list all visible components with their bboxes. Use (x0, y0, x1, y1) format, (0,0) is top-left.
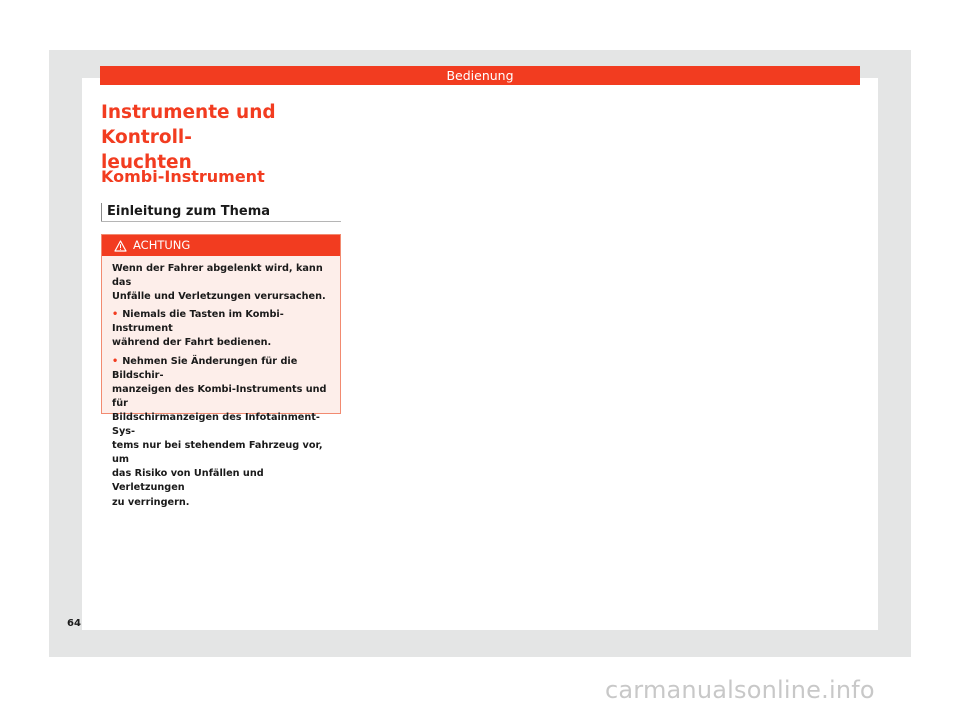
subsection-title: Einleitung zum Thema (107, 204, 271, 219)
warning-bullet-line: das Risiko von Unfällen und Verletzungen (112, 468, 264, 494)
warning-bullet (112, 355, 328, 510)
warning-bullet-line: während der Fahrt bedienen. (112, 337, 272, 349)
warning-bullet-line: Bildschirmanzeigen des Infotainment-Sys- (112, 411, 320, 438)
warning-intro-line: Wenn der Fahrer abgelenkt wird, kann das (112, 263, 323, 289)
warning-intro-line: Unfälle und Verletzungen verursachen. (112, 291, 326, 303)
bullet-icon: • (112, 355, 119, 367)
warning-bullet (112, 308, 328, 350)
warning-bullet-line: Niemals die Tasten im Kombi-Instrument (112, 309, 284, 335)
section-title: Kombi-Instrument (101, 167, 265, 186)
warning-intro (112, 262, 328, 304)
chapter-title-line-2: leuchten (101, 152, 192, 173)
section-header: Bedienung (100, 66, 860, 85)
subsection-rule (101, 221, 341, 222)
warning-bullet-line: Nehmen Sie Änderungen für die Bildschir- (112, 355, 298, 381)
warning-triangle-icon (114, 240, 127, 252)
warning-bullet-line: zu verringern. (112, 496, 190, 508)
warning-box (101, 234, 341, 508)
watermark: carmanualsonline.info (605, 676, 875, 704)
page-number: 64 (67, 618, 81, 629)
subsection-marker (101, 203, 102, 222)
warning-header (102, 235, 340, 256)
chapter-title-line-1: Instrumente und Kontroll- (101, 102, 276, 148)
warning-body (102, 256, 340, 510)
chapter-title (101, 100, 351, 175)
bullet-icon: • (112, 309, 119, 321)
warning-title: ACHTUNG (133, 238, 191, 252)
warning-bullet-line: manzeigen des Kombi-Instruments und für (112, 383, 327, 409)
warning-bullet-line: tems nur bei stehendem Fahrzeug vor, um (112, 440, 323, 466)
